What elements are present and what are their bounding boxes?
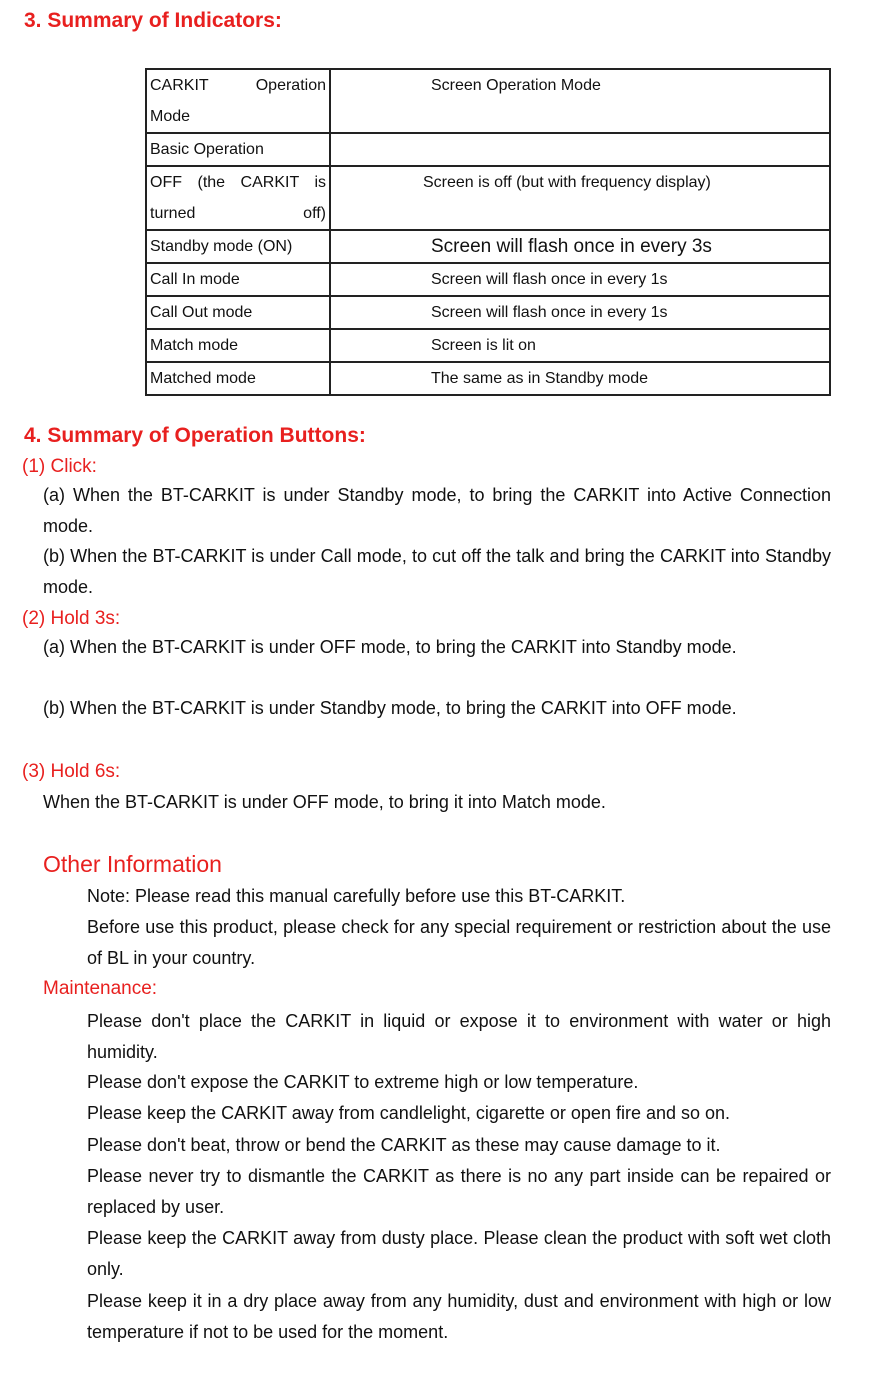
table-row: [146, 296, 830, 329]
maintenance-item: Please keep the CARKIT away from dusty place. Please clean the product with soft wet cloth only.: [87, 1228, 831, 1279]
table-row: [146, 166, 830, 230]
table-row: [146, 133, 830, 166]
row-mode: OFF (the CARKIT is turned off): [146, 166, 330, 230]
row-screen: Screen will flash once in every 3s: [330, 230, 830, 263]
hold3-a-text: (a) When the BT-CARKIT is under OFF mode, to bring the CARKIT into Standby mode.: [43, 637, 737, 657]
indicators-table: [145, 68, 831, 396]
maintenance-item: Please don't expose the CARKIT to extreme high or low temperature.: [87, 1072, 639, 1092]
row-screen: Screen will flash once in every 1s: [330, 263, 830, 296]
row-screen: Screen is lit on: [330, 329, 830, 362]
other-info-title: Other Information: [43, 851, 222, 877]
table-row: [146, 329, 830, 362]
maintenance-item: Please keep it in a dry place away from any humidity, dust and environment with high or low temperature if not to be used for the moment.: [87, 1291, 831, 1342]
hold6-title: (3) Hold 6s:: [22, 761, 121, 782]
click-title: (1) Click:: [22, 456, 97, 477]
maintenance-item: Please keep the CARKIT away from candlelight, cigarette or open fire and so on.: [87, 1103, 731, 1123]
hold3-b-text: (b) When the BT-CARKIT is under Standby mode, to bring the CARKIT into OFF mode.: [43, 698, 737, 718]
check-text: Before use this product, please check for any special requirement or restriction about the use of BL in your country.: [87, 917, 831, 968]
table-row: [146, 263, 830, 296]
hold3-title: (2) Hold 3s:: [22, 608, 121, 629]
row-mode: Standby mode (ON): [146, 230, 330, 263]
table-header-row: [146, 69, 830, 133]
section3-title: 3. Summary of Indicators:: [24, 9, 282, 32]
row-mode: Call In mode: [146, 263, 330, 296]
row-mode: Matched mode: [146, 362, 330, 395]
note-text: Note: Please read this manual carefully before use this BT-CARKIT.: [87, 886, 626, 906]
click-a-text: (a) When the BT-CARKIT is under Standby mode, to bring the CARKIT into Active Connection mode.: [43, 485, 831, 536]
row-screen: Screen is off (but with frequency display): [330, 166, 830, 230]
maintenance-item: Please don't place the CARKIT in liquid or expose it to environment with water or high humidity.: [87, 1011, 831, 1062]
header-col-screen: Screen Operation Mode: [330, 69, 830, 133]
section4-title: 4. Summary of Operation Buttons:: [24, 424, 366, 447]
row-mode: Call Out mode: [146, 296, 330, 329]
maintenance-title: Maintenance:: [43, 978, 158, 999]
row-screen: [330, 133, 830, 166]
row-screen: The same as in Standby mode: [330, 362, 830, 395]
click-b-text: (b) When the BT-CARKIT is under Call mode, to cut off the talk and bring the CARKIT into Standby mode.: [43, 546, 831, 597]
table-row: [146, 230, 830, 263]
row-mode: Match mode: [146, 329, 330, 362]
row-mode: Basic Operation: [146, 133, 330, 166]
table-row: [146, 362, 830, 395]
hold6-text: When the BT-CARKIT is under OFF mode, to bring it into Match mode.: [43, 792, 606, 812]
maintenance-item: Please don't beat, throw or bend the CARKIT as these may cause damage to it.: [87, 1135, 721, 1155]
header-col-mode: CARKIT Operation Mode: [146, 69, 330, 133]
row-screen: Screen will flash once in every 1s: [330, 296, 830, 329]
maintenance-item: Please never try to dismantle the CARKIT as there is no any part inside can be repaired or replaced by user.: [87, 1166, 831, 1217]
